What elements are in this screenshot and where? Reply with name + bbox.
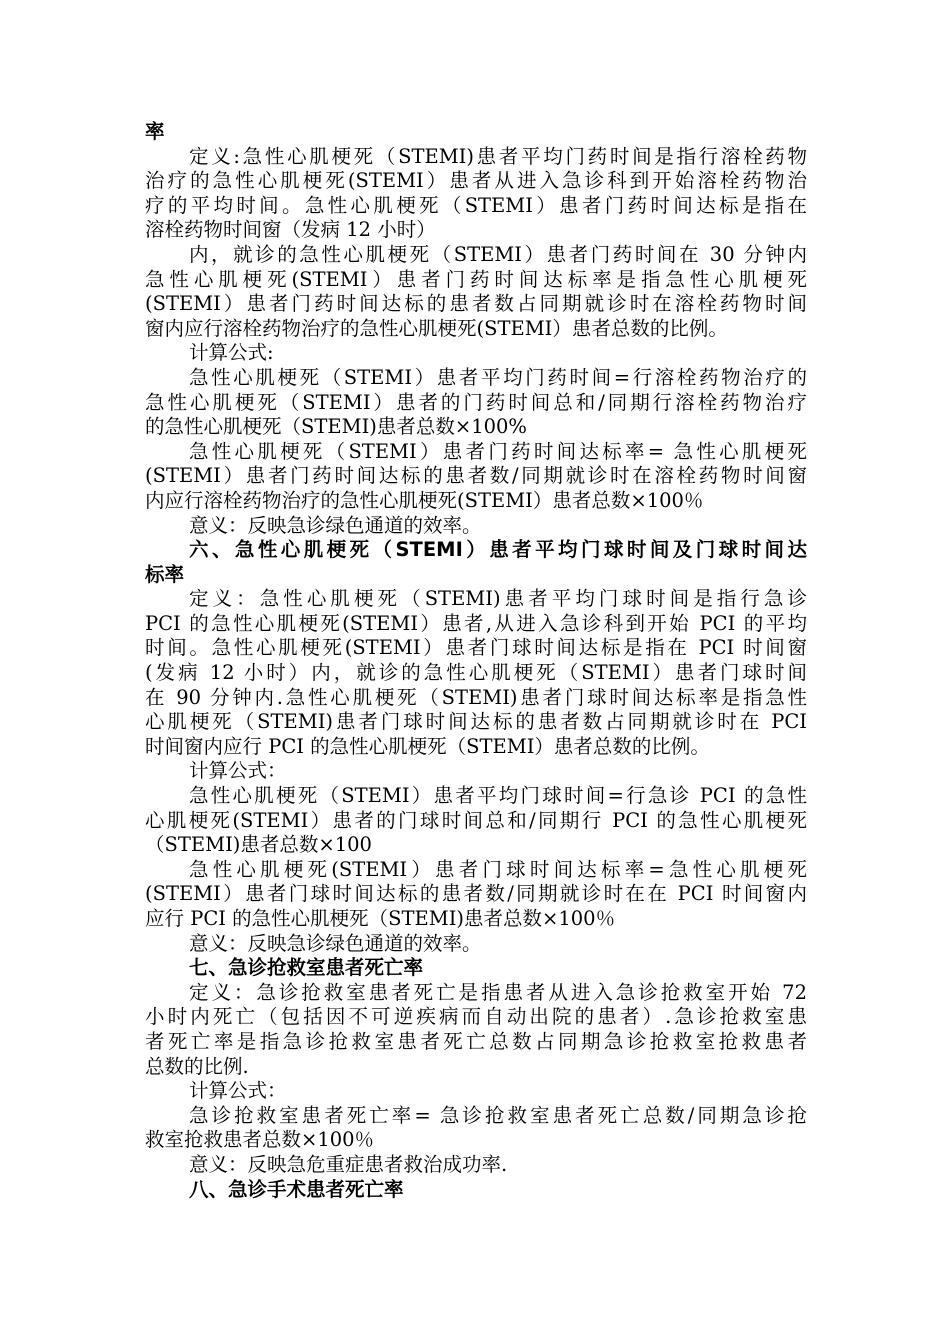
body-text-line: 疗的平均时间。急性心肌梗死（STEMI）患者门药时间达标是指在 <box>145 193 807 217</box>
body-text-line: 定义:急性心肌梗死（STEMI)患者平均门药时间是指行溶栓药物 <box>189 144 807 168</box>
body-text-line: 救室抢救患者总数×100％ <box>145 1128 375 1152</box>
body-text-line: 定义：急诊抢救室患者死亡是指患者从进入急诊抢救室开始 72 <box>189 980 807 1004</box>
body-text-line: 心肌梗死（STEMI)患者门球时间达标的患者数占同期就诊时在 PCI <box>145 710 807 734</box>
body-text-line: (STEMI）患者门药时间达标的患者数/同期就诊时在溶栓药物时间窗 <box>145 464 807 488</box>
body-text-line: 心肌梗死(STEMI）患者的门球时间总和/同期行 PCI 的急性心肌梗死 <box>145 808 807 832</box>
body-text-line: (STEMI）患者门药时间达标的患者数占同期就诊时在溶栓药物时间 <box>145 292 807 316</box>
body-text-line: 计算公式： <box>189 1079 287 1103</box>
body-text-line: 溶栓药物时间窗（发病 12 小时） <box>145 218 436 242</box>
section-heading-line: 七、急诊抢救室患者死亡率 <box>189 956 424 980</box>
body-text-line: 急性心肌梗死（STEMI）患者的门药时间总和/同期行溶栓药物治疗 <box>145 390 807 414</box>
body-text-line: 急性心肌梗死（STEMI）患者平均门药时间=行溶栓药物治疗的 <box>189 365 807 389</box>
section-heading-line: 标率 <box>145 562 185 586</box>
body-text-line: (STEMI）患者门球时间达标的患者数/同期就诊时在在 PCI 时间窗内 <box>145 882 807 906</box>
body-text-line: 的急性心肌梗死（STEMI)患者总数×100% <box>145 415 527 439</box>
body-text-line: 内应行溶栓药物治疗的急性心肌梗死(STEMI）患者总数×100％ <box>145 488 704 512</box>
body-text-line: 窗内应行溶栓药物治疗的急性心肌梗死(STEMI）患者总数的比例。 <box>145 316 728 340</box>
section-heading-line: 率 <box>145 120 165 143</box>
body-text-line: 者死亡率是指急诊抢救室患者死亡总数占同期急诊抢救室抢救患者 <box>145 1029 807 1053</box>
document-page <box>145 120 807 1202</box>
body-text-line: 应行 PCI 的急性心肌梗死（STEMI)患者总数×100％ <box>145 907 616 930</box>
body-text-line: （STEMI)患者总数×100 <box>145 833 372 857</box>
body-text-line: 定义：急性心肌梗死（STEMI)患者平均门球时间是指行急诊 <box>189 587 807 611</box>
body-text-line: 计算公式: <box>189 341 274 365</box>
body-text-line: 意义：反映急诊绿色通道的效率。 <box>189 931 482 955</box>
body-text-line: 时间。急性心肌梗死(STEMI）患者门球时间达标是指在 PCI 时间窗 <box>145 636 807 660</box>
section-heading-line: 八、急诊手术患者死亡率 <box>189 1177 404 1201</box>
body-text-line: 急性心肌梗死（STEMI）患者平均门球时间=行急诊 PCI 的急性 <box>189 784 807 808</box>
body-text-line: 小时内死亡（包括因不可逆疾病而自动出院的患者）.急诊抢救室患 <box>145 1005 807 1029</box>
section-heading-line: 六、急性心肌梗死（STEMI）患者平均门球时间及门球时间达 <box>189 538 807 562</box>
body-text-line: 意义：反映急危重症患者救治成功率. <box>189 1152 508 1176</box>
body-text-line: 急性心肌梗死(STEMI）患者门药时间达标率是指急性心肌梗死 <box>145 267 807 291</box>
body-text-line: 急性心肌梗死(STEMI）患者门球时间达标率=急性心肌梗死 <box>189 857 807 881</box>
body-text-line: 急性心肌梗死（STEMI）患者门药时间达标率= 急性心肌梗死 <box>189 439 807 463</box>
body-text-line: (发病 12 小时）内，就诊的急性心肌梗死（STEMI）患者门球时间 <box>145 661 807 685</box>
body-text-line: 时间窗内应行 PCI 的急性心肌梗死（STEMI）患者总数的比例。 <box>145 734 710 758</box>
body-text-line: 内，就诊的急性心肌梗死（STEMI）患者门药时间在 30 分钟内 <box>189 242 807 266</box>
body-text-line: 计算公式： <box>189 759 287 783</box>
body-text-line: 急诊抢救室患者死亡率= 急诊抢救室患者死亡总数/同期急诊抢 <box>189 1103 807 1127</box>
body-text-line: 意义：反映急诊绿色通道的效率。 <box>189 513 482 537</box>
body-text-line: 治疗的急性心肌梗死(STEMI）患者从进入急诊科到开始溶栓药物治 <box>145 169 807 193</box>
body-text-line: 在 90 分钟内.急性心肌梗死（STEMI)患者门球时间达标率是指急性 <box>145 685 807 709</box>
body-text-line: PCI 的急性心肌梗死(STEMI）患者,从进入急诊科到开始 PCI 的平均 <box>145 611 807 635</box>
body-text-line: 总数的比例. <box>145 1054 249 1078</box>
